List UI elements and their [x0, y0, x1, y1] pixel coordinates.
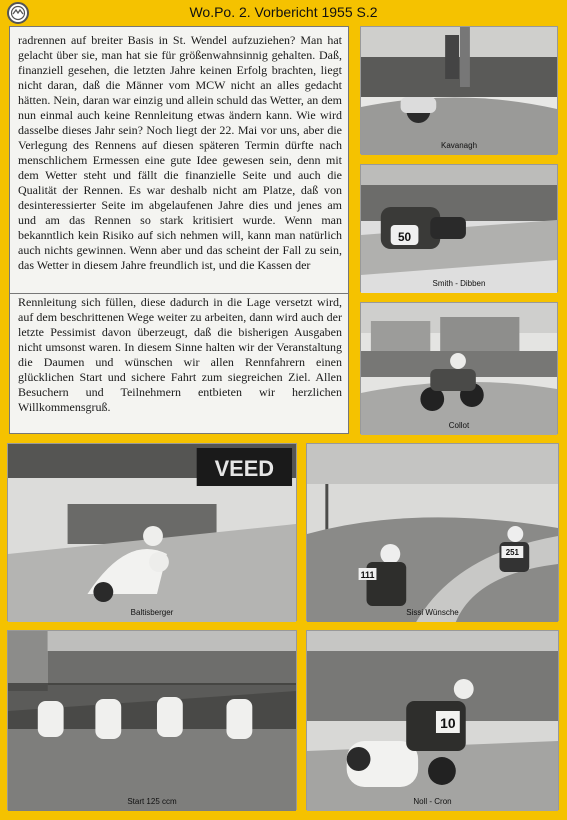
caption-smith-dibben: Smith - Dibben	[432, 279, 486, 288]
photo-card-smith-dibben	[360, 164, 558, 292]
photo-smith-dibben	[361, 165, 557, 293]
page-header	[0, 0, 567, 26]
caption-start-125: Start 125 ccm	[127, 797, 177, 806]
caption-kavanagh: Kavanagh	[440, 141, 478, 150]
photo-sissi-wuensche	[307, 444, 558, 622]
photo-start-125	[8, 631, 296, 811]
photo-card-sissi-wuensche	[306, 443, 559, 621]
photo-card-kavanagh	[360, 26, 558, 154]
article-paragraph-bottom: Rennleitung sich füllen, diese dadurch in die Lage versetzt wird, auf dem beschrittenen Wege weiter zu arbeiten, dann wird auch der letzte Pessimist davon überzeugt, daß die bisherigen Ausgaben nicht umsonst waren. In diesem Sinne halten wir der Veranstaltung die Daumen und wünschen wir allen Rennfahrern einen glücklichen Start und sichere Fahrt zum siegreichen Ziel. Allen Besuchern und Teilnehmern entbieten wir herzlichen Willkommensgruß.	[18, 295, 342, 414]
photo-noll-cron	[307, 631, 558, 811]
photo-card-noll-cron	[306, 630, 559, 810]
race-number-111: 111	[360, 569, 375, 581]
banner-text: VEED	[214, 455, 275, 482]
race-number-251: 251	[505, 547, 519, 558]
photo-baltisberger	[8, 444, 296, 622]
photo-kavanagh	[361, 27, 557, 155]
caption-collot: Collot	[448, 421, 470, 430]
photo-card-baltisberger	[7, 443, 297, 621]
caption-noll-cron: Noll - Cron	[413, 797, 452, 806]
race-number-10: 10	[440, 714, 456, 732]
photo-card-start-125	[7, 630, 297, 810]
photo-collot	[361, 303, 557, 435]
article-paragraph-top: radrennen auf breiter Basis in St. Wendel aufzuziehen? Man hat gelacht über sie, man hat sie für größenwahnsinnig gehalten. Daß, finanziell gesehen, die letzten Jahre keinen Erfolg brachten, liegt nicht daran, daß die Männer vom MCW nicht an alles gedacht hätten. Nein, daran war einzig und allein schuld das Wetter, an dem nun einmal auch keine Rennleitung etwas ändern kann. Wie wird dasselbe dieses Jahr sein? Noch liegt der 22. Mai vor uns, aber die Verlegung des Rennens auf diesen späteren Termin dürfte nach menschlichem Ermessen eine gute Idee gewesen sein, denn mit dem Wetter steht und fällt die finanzielle Seite und auch die Qualität der Rennen. Es war deshalb nicht am Platze, daß von desinteressierter Seite im abgelaufenen Jahre dies und jenes am und am das Rennen so stark kritisiert wurde. Wenn man bekanntlich kein Risiko auf sich nehmen will, kann man natürlich auch nichts gewinnen. Wenn aber und das scheint der Fall zu sein, das Wetter in diesem Jahre freundlich ist, und die Kassen der	[18, 33, 342, 272]
photo-card-collot	[360, 302, 558, 434]
caption-sissi-wuensche: Sissi Wünsche	[406, 608, 459, 617]
caption-baltisberger: Baltisberger	[130, 608, 174, 617]
page-title: Wo.Po. 2. Vorbericht 1955 S.2	[189, 4, 378, 20]
article-panel	[9, 26, 349, 434]
race-number-50: 50	[397, 229, 412, 245]
article-divider	[10, 293, 348, 294]
